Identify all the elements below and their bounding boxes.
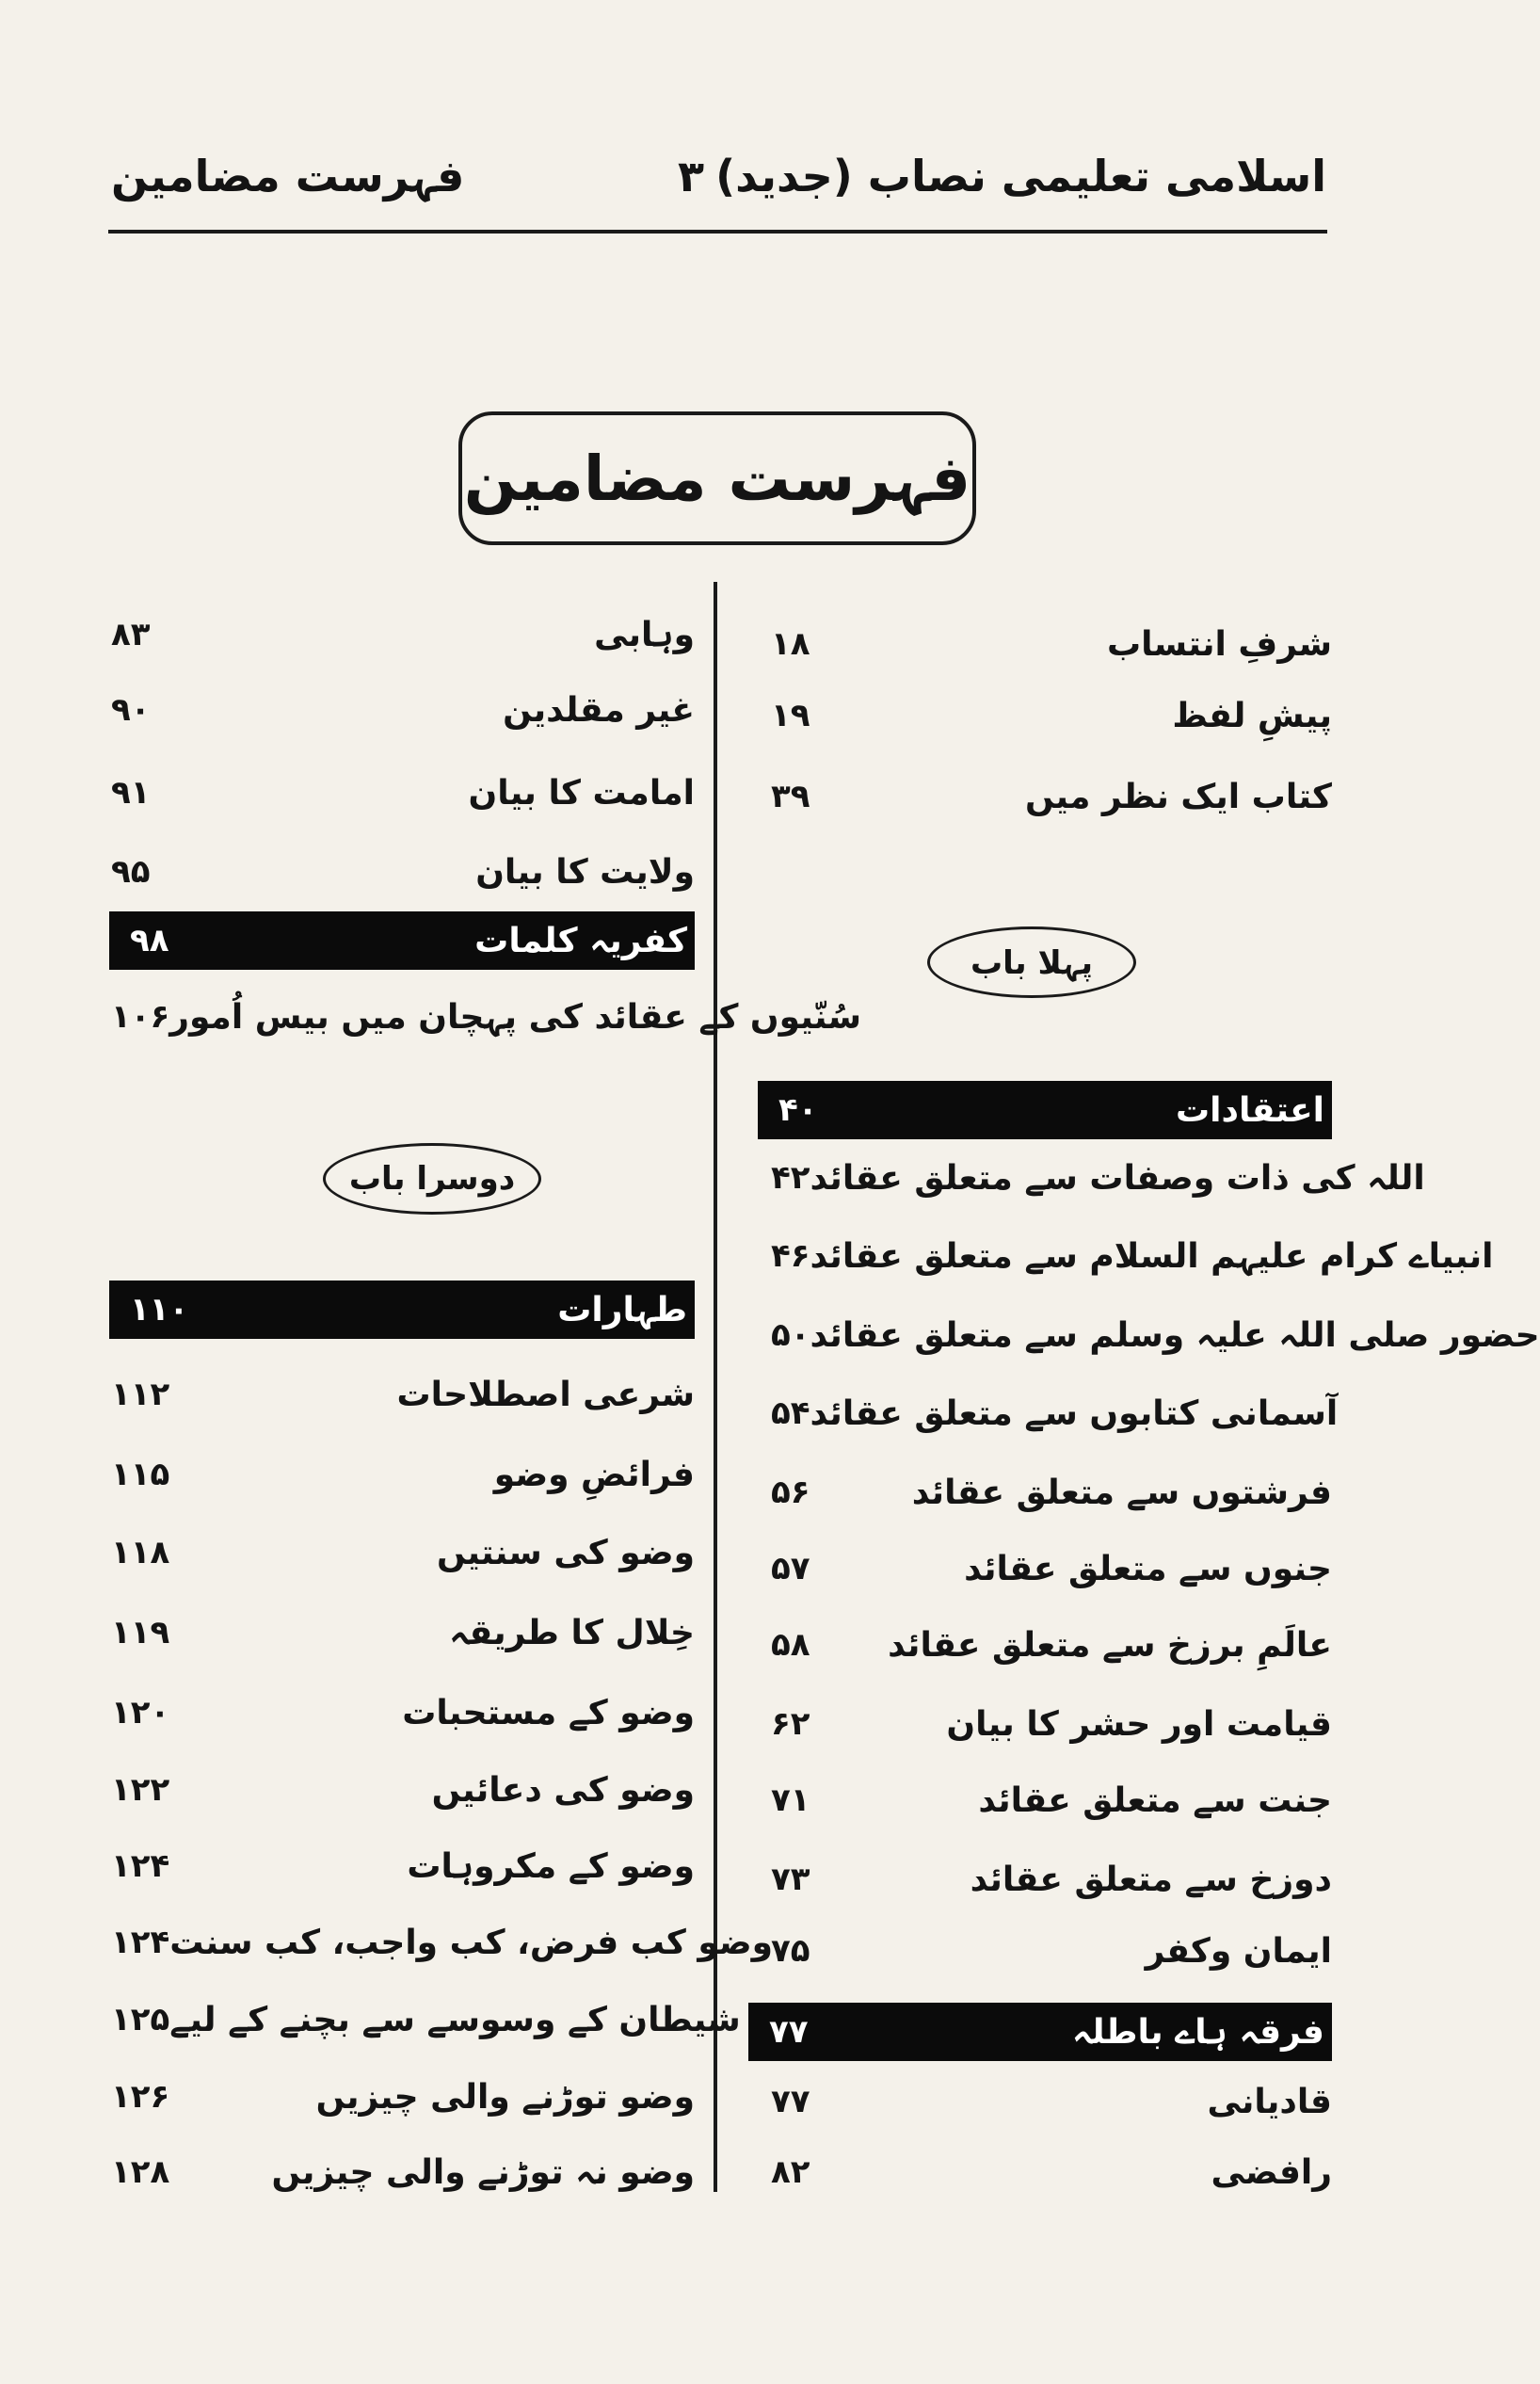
toc-entry — [758, 1921, 1332, 1981]
toc-page: ۵۶ — [771, 1474, 810, 1511]
toc-label: وضو نہ توڑنے والی چیزیں — [271, 2152, 695, 2192]
toc-page: ۹۸ — [130, 922, 169, 959]
toc-entry — [111, 1364, 695, 1425]
toc-page: ۷۳ — [771, 1860, 810, 1898]
toc-label: دوزخ سے متعلق عقائد — [970, 1860, 1332, 1899]
toc-entry — [758, 685, 1332, 746]
toc-label: فرقہ ہاے باطلہ — [1071, 2012, 1324, 2052]
toc-entry — [758, 1462, 1332, 1522]
toc-label: ایمان وکفر — [1145, 1931, 1332, 1971]
toc-entry — [758, 1305, 1540, 1365]
toc-page: ۹۱ — [111, 774, 151, 812]
toc-page: ۱۱۹ — [111, 1614, 170, 1651]
toc-label: فرشتوں سے متعلق عقائد — [911, 1473, 1332, 1512]
toc-label: کتاب ایک نظر میں — [1024, 777, 1332, 816]
running-header-page-number: ۳ — [678, 151, 705, 201]
toc-entry — [111, 763, 695, 823]
contents-title: فہرست مضامین — [463, 442, 971, 515]
toc-entry — [758, 1538, 1332, 1599]
toc-entry — [111, 1836, 695, 1896]
toc-page: ۱۲۰ — [111, 1694, 170, 1732]
toc-page: ۶۲ — [771, 1705, 810, 1743]
toc-page: ۱۲۸ — [111, 2153, 170, 2191]
toc-page: ۱۱۸ — [111, 1534, 170, 1571]
toc-page: ۱۸ — [771, 625, 810, 663]
toc-label: وضو کی دعائیں — [431, 1770, 695, 1810]
header-rule — [108, 230, 1327, 234]
toc-entry — [111, 1444, 695, 1505]
toc-page: ۴۲ — [771, 1159, 810, 1197]
toc-entry — [111, 1989, 741, 2050]
toc-page: ۴۶ — [771, 1237, 810, 1275]
toc-entry — [758, 1226, 1494, 1286]
toc-entry — [758, 1849, 1332, 1909]
contents-title-box — [458, 411, 976, 545]
toc-label: قیامت اور حشر کا بیان — [946, 1704, 1332, 1744]
toc-page: ۳۹ — [771, 778, 810, 815]
toc-page: ۴۰ — [778, 1091, 818, 1129]
toc-page: ۵۷ — [771, 1550, 810, 1587]
toc-entry — [111, 2142, 695, 2202]
toc-entry — [111, 842, 695, 902]
toc-page: ۷۱ — [771, 1781, 810, 1819]
toc-entry — [758, 1383, 1339, 1443]
toc-page: ۹۰ — [111, 691, 151, 729]
toc-entry — [758, 2071, 1332, 2132]
toc-page: ۱۰۶ — [111, 998, 170, 1036]
toc-label: پیشِ لفظ — [1172, 696, 1332, 735]
running-header-book-title: اسلامی تعلیمی نصاب (جدید) — [715, 151, 1326, 201]
toc-entry — [111, 987, 862, 1047]
chapter-label: دوسرا باب — [348, 1160, 516, 1198]
toc-label: وضو کب فرض، کب واجب، کب سنت — [169, 1923, 774, 1962]
toc-label: آسمانی کتابوں سے متعلق عقائد — [810, 1393, 1339, 1433]
toc-entry — [758, 1770, 1332, 1830]
toc-label: وہابی — [594, 615, 695, 654]
toc-page: ۱۲۴ — [111, 1847, 170, 1885]
toc-label: شیطان کے وسوسے سے بچنے کے لیے — [169, 2000, 741, 2039]
toc-page: ۷۷ — [771, 2083, 810, 2120]
toc-label: فرائضِ وضو — [493, 1455, 695, 1494]
toc-label: خِلال کا طریقہ — [449, 1613, 695, 1652]
toc-page: ۵۸ — [771, 1626, 810, 1664]
toc-label: حضور صلی اللہ علیہ وسلم سے متعلق عقائد — [810, 1315, 1540, 1355]
toc-label: قادیانی — [1207, 2082, 1332, 2121]
toc-label: امامت کا بیان — [468, 773, 695, 813]
toc-page: ۷۷ — [769, 2013, 809, 2051]
toc-entry — [111, 680, 695, 740]
toc-label: وضو کی سنتیں — [436, 1533, 695, 1572]
toc-label: جنوں سے متعلق عقائد — [964, 1549, 1332, 1588]
toc-page: ۱۹ — [771, 697, 810, 734]
toc-label: جنت سے متعلق عقائد — [978, 1780, 1332, 1820]
section-heading — [109, 1281, 695, 1339]
toc-page: ۱۲۵ — [111, 2001, 170, 2038]
toc-page: ۹۵ — [111, 853, 151, 891]
toc-entry — [111, 2067, 695, 2127]
toc-entry — [758, 1615, 1332, 1675]
toc-page: ۷۵ — [771, 1932, 810, 1970]
running-header-section: فہرست مضامین — [111, 151, 465, 201]
toc-entry — [758, 614, 1332, 674]
toc-label: شرفِ انتساب — [1106, 624, 1332, 664]
chapter-oval — [927, 926, 1136, 998]
chapter-label: پہلا باب — [970, 943, 1094, 982]
toc-label: عالَمِ برزخ سے متعلق عقائد — [888, 1625, 1332, 1665]
toc-page: ۱۲۴ — [111, 1924, 170, 1961]
toc-label: اللہ کی ذات وصفات سے متعلق عقائد — [810, 1158, 1425, 1198]
toc-label: طہارات — [557, 1290, 687, 1329]
section-heading — [748, 2003, 1332, 2061]
toc-entry — [758, 1148, 1425, 1208]
toc-entry — [111, 604, 695, 665]
toc-page: ۵۴ — [771, 1394, 810, 1432]
toc-label: اعتقادات — [1175, 1090, 1324, 1130]
toc-page: ۱۲۲ — [111, 1771, 170, 1809]
toc-label: وضو کے مستحبات — [402, 1693, 695, 1732]
toc-label: انبیاے کرام علیہم السلام سے متعلق عقائد — [810, 1236, 1494, 1276]
toc-page: ۱۱۵ — [111, 1456, 170, 1493]
toc-entry — [111, 1912, 774, 1973]
toc-label: شرعی اصطلاحات — [396, 1375, 695, 1414]
toc-page: ۱۱۲ — [111, 1376, 170, 1413]
toc-page: ۱۲۶ — [111, 2078, 170, 2116]
toc-entry — [111, 1760, 695, 1820]
toc-entry — [758, 1694, 1332, 1754]
toc-entry — [111, 1683, 695, 1743]
toc-entry — [111, 1603, 695, 1663]
toc-entry — [111, 1522, 695, 1583]
toc-label: وضو کے مکروہات — [407, 1846, 695, 1886]
toc-page: ۸۲ — [771, 2153, 810, 2191]
toc-label: ولایت کا بیان — [475, 852, 695, 892]
chapter-oval — [323, 1143, 541, 1215]
section-heading — [109, 911, 695, 970]
toc-label: غیر مقلدین — [503, 690, 695, 730]
toc-label: رافضی — [1211, 2152, 1332, 2192]
toc-page: ۵۰ — [771, 1316, 810, 1354]
section-heading — [758, 1081, 1332, 1139]
toc-entry — [758, 2142, 1332, 2202]
toc-page: ۸۳ — [111, 616, 151, 653]
toc-label: وضو توڑنے والی چیزیں — [315, 2077, 695, 2117]
toc-label: سُنّیوں کے عقائد کی پہچان میں بیس اُمور — [169, 997, 862, 1037]
toc-page: ۱۱۰ — [130, 1291, 189, 1329]
toc-label: کفریہ کلمات — [474, 921, 687, 960]
toc-entry — [758, 766, 1332, 827]
